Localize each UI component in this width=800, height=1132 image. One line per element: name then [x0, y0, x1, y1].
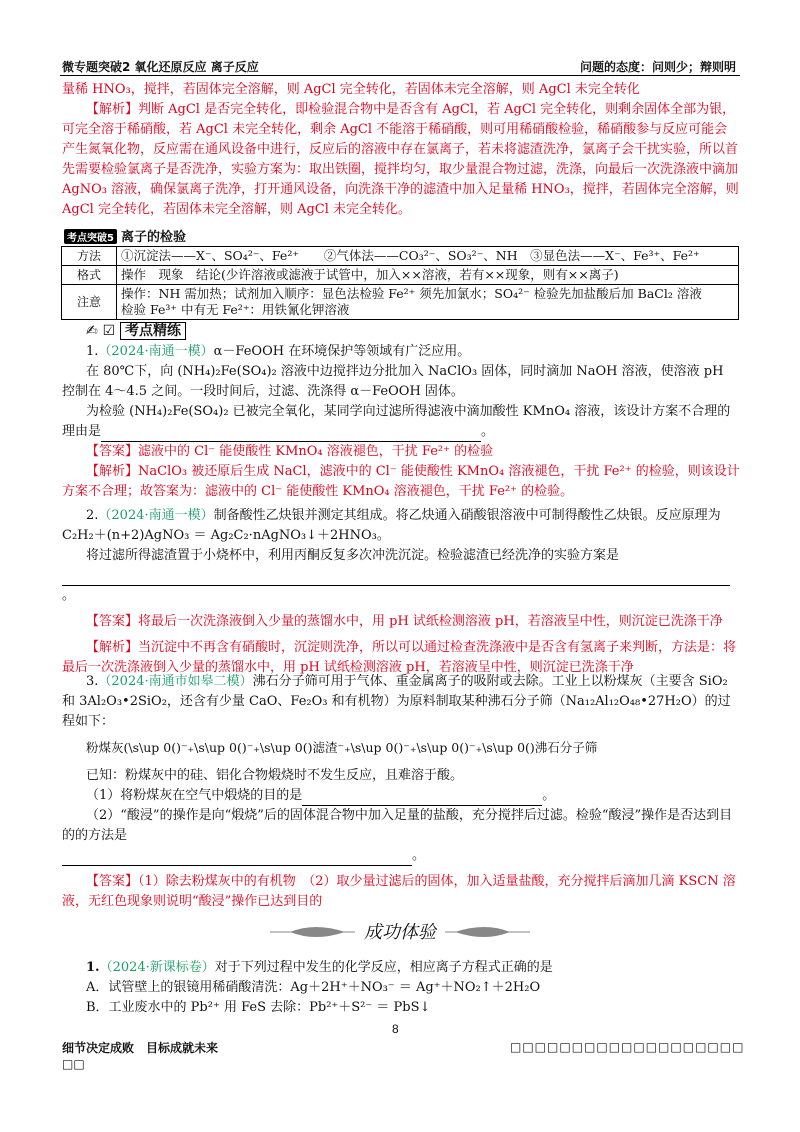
q2-stem2: 将过滤所得滤渣置于小烧杯中，利用丙酮反复多次冲洗沉淀。检验滤渣已经洗净的实验方案是 [86, 548, 620, 563]
answer-blank [62, 585, 730, 586]
q2-blank-line: 。 [62, 566, 740, 606]
table-value: ①沉淀法——X⁻、SO₄²⁻、Fe²⁺ ②气体法——CO₃²⁻、SO₃²⁻、NH ③显色法——X⁻、Fe³⁺、Fe²⁺ [117, 247, 739, 266]
page-number: 8 [392, 1022, 399, 1036]
question-2 [62, 506, 740, 678]
footer-slogan: 细节决定成败 目标成就未来 [62, 1041, 219, 1055]
q3-answer: 【答案】（1）除去粉煤灰中的有机物 （2）取少量过滤后的固体，加入适量盐酸，充分搅拌后滴加几滴 KSCN 溶液，无红色现象则说明“酸浸”操作已达到目的 [62, 874, 736, 909]
success-title: 成功体验 [364, 922, 436, 943]
intro-analysis: 【解析】判断 AgCl 是否完全转化，即检验混合物中是否含有 AgCl，若 AgCl 完全转化，则剩余固体全部为银，可完全溶于稀硝酸，若 AgCl 未完全转化，剩余 AgCl 不能溶于稀硝酸，则可用稀硝酸检验，稀硝酸参与反应可能会产生氮氧化物，反应需在通风设备中进行，反应后的溶液中存在氯离子，若未将滤渣洗净，氯离子会干扰实验，所以首先需要检验氯离子是否洗净，实验方案为：取出铁圈，搅拌均匀，取少量混合物过滤，洗涤，向最后一次洗涤液中滴加 AgNO₃ 溶液，确保氯离子洗净，打开通风设备，向洗涤干净的滤渣中加入足量稀 HNO₃，搅拌，若固体完全溶解，则 AgCl 完全转化，若固体未完全溶解，则 AgCl 未完全转化。 [62, 102, 739, 217]
q4-stem: 1.（2024·新课标卷）对于下列过程中发生的化学反应，相应离子方程式正确的是 [86, 960, 553, 975]
practice-title: 考点精练 [120, 322, 186, 340]
question-3 [62, 672, 740, 912]
footer-right: □□□□□□□□□□□□□□□□□□□ [510, 1040, 745, 1054]
q2-stem1: 2.（2024·南通一模）制备酸性乙炔银并测定其组成。将乙炔通入硝酸银溶液中可制得酸性乙炔银。反应原理为 C₂H₂＋(n+2)AgNO₃ ＝ Ag₂C₂·nAgNO₃↓＋2HNO₃。 [62, 508, 721, 543]
q3-flow: 粉煤灰(\s\up 0()⁻₊\s\up 0()⁻₊\s\up 0()滤渣⁻₊\s\up 0()⁻₊\s\up 0()⁻₊\s\up 0()沸石分子筛 [86, 740, 598, 755]
ion-test-table [61, 246, 739, 320]
q1-stem1: 1.（2024·南通一模）α－FeOOH 在环境保护等领域有广泛应用。 [86, 344, 471, 359]
table-value-group [117, 285, 739, 320]
q3-sub2: （2）“酸浸”的操作是向“煅烧”后的固体混合物中加入足量的盐酸，充分搅拌后过滤。检验“酸浸”操作是否达到目的的方法是 [62, 808, 733, 843]
header-rule [60, 75, 740, 76]
q2-analysis: 【解析】当沉淀中不再含有硝酸时，沉淀则洗净，所以可以通过检查洗涤液中是否含有氢离子来判断，方法是：将最后一次洗涤液倒入少量的蒸馏水中，用 pH 试纸检测溶液 pH，若溶液呈中性，则沉淀已洗涤干净 [62, 640, 737, 675]
table-key: 注意 [62, 285, 117, 320]
intro-line: 量稀 HNO₃，搅拌，若固体完全溶解，则 AgCl 完全转化，若固体未完全溶解，则 AgCl 未完全转化 [62, 82, 640, 97]
q1-stem2: 在 80℃下，向 (NH₄)₂Fe(SO₄)₂ 溶液中边搅拌边分批加入 NaClO₃ 固体，同时滴加 NaOH 溶液，使溶液 pH 控制在 4～4.5 之间。一段时间后，过滤、洗涤得 α－FeOOH 固体。 [62, 364, 724, 399]
table-row [62, 247, 739, 266]
q4-option-a: A．试管壁上的银镜用稀硝酸清洗：Ag＋2H⁺＋NO₃⁻ ＝ Ag⁺＋NO₂↑＋2H₂O [86, 980, 541, 995]
question-1 [62, 342, 740, 502]
q3-sub1: （1）将粉煤灰在空气中煅烧的目的是 。 [62, 786, 740, 806]
q3-blank-line: 。 [62, 846, 740, 866]
header-left-title: 微专题突破2 氧化还原反应 离子反应 [62, 60, 259, 74]
table-key: 方法 [62, 247, 117, 266]
section-heading [64, 226, 186, 245]
table-row [62, 266, 739, 285]
practice-heading [86, 320, 186, 340]
check-icon: ☑ [102, 323, 116, 339]
table-value: 操作：NH 需加热；试剂加入顺序：显色法检验 Fe²⁺ 须先加氯水；SO₄²⁻ 检验先加盐酸后加 BaCl₂ 溶液 [121, 286, 702, 301]
table-row [62, 285, 739, 320]
table-value: 操作 现象 结论(少许溶液或滤液于试管中，加入××溶液，若有××现象，则有××离子) [117, 266, 739, 285]
section-title: 离子的检验 [120, 230, 186, 245]
q2-answer: 【答案】将最后一次洗涤液倒入少量的蒸馏水中，用 pH 试纸检测溶液 pH，若溶液呈中性，则沉淀已洗涤干净 [86, 614, 723, 629]
section-badge: 考点突破5 [64, 229, 117, 244]
pencil-icon: ✍ [86, 323, 98, 339]
q3-stem1: 3.（2024·南通市如皋二模）沸石分子筛可用于气体、重金属离子的吸附或去除。工业上以粉煤灰（主要含 SiO₂ 和 3Al₂O₃•2SiO₂，还含有少量 CaO、Fe₂O₃ 和有机物）为原料制取某种沸石分子筛（Na₁₂Al₁₂O₄₈•27H₂O）的过程如下： [62, 674, 731, 729]
answer-blank [62, 865, 412, 866]
footer-left-sub: □□ [62, 1057, 85, 1071]
q1-answer: 【答案】滤液中的 Cl⁻ 能使酸性 KMnO₄ 溶液褪色，干扰 Fe²⁺ 的检验 [86, 444, 494, 459]
table-key: 格式 [62, 266, 117, 285]
table-value-2: 检验 Fe³⁺ 中有无 Fe²⁺：用铁氰化钾溶液 [121, 302, 350, 317]
q4-option-b: B．工业废水中的 Pb²⁺ 用 FeS 去除：Pb²⁺＋S²⁻ ＝ PbS↓ [86, 1000, 431, 1015]
question-4 [62, 958, 740, 1018]
q3-known: 已知：粉煤灰中的硅、铝化合物煅烧时不发生反应，且难溶于酸。 [86, 768, 464, 783]
footer-left [62, 1040, 218, 1072]
header-right-motto: 问题的态度：问则少；辩则明 [579, 60, 736, 74]
q1-analysis: 【解析】NaClO₃ 被还原后生成 NaCl，滤液中的 Cl⁻ 能使酸性 KMnO₄ 溶液褪色，干扰 Fe²⁺ 的检验，则该设计方案不合理；故答案为：滤液中的 Cl⁻ 能使酸性 KMnO₄ 溶液褪色，干扰 Fe²⁺ 的检验。 [62, 464, 740, 499]
q1-stem3: 为检验 (NH₄)₂Fe(SO₄)₂ 已被完全氧化，某同学向过滤所得滤液中滴加酸性 KMnO₄ 溶液，该设计方案不合理的理由是 。 [62, 402, 740, 442]
success-ribbon [260, 918, 540, 946]
